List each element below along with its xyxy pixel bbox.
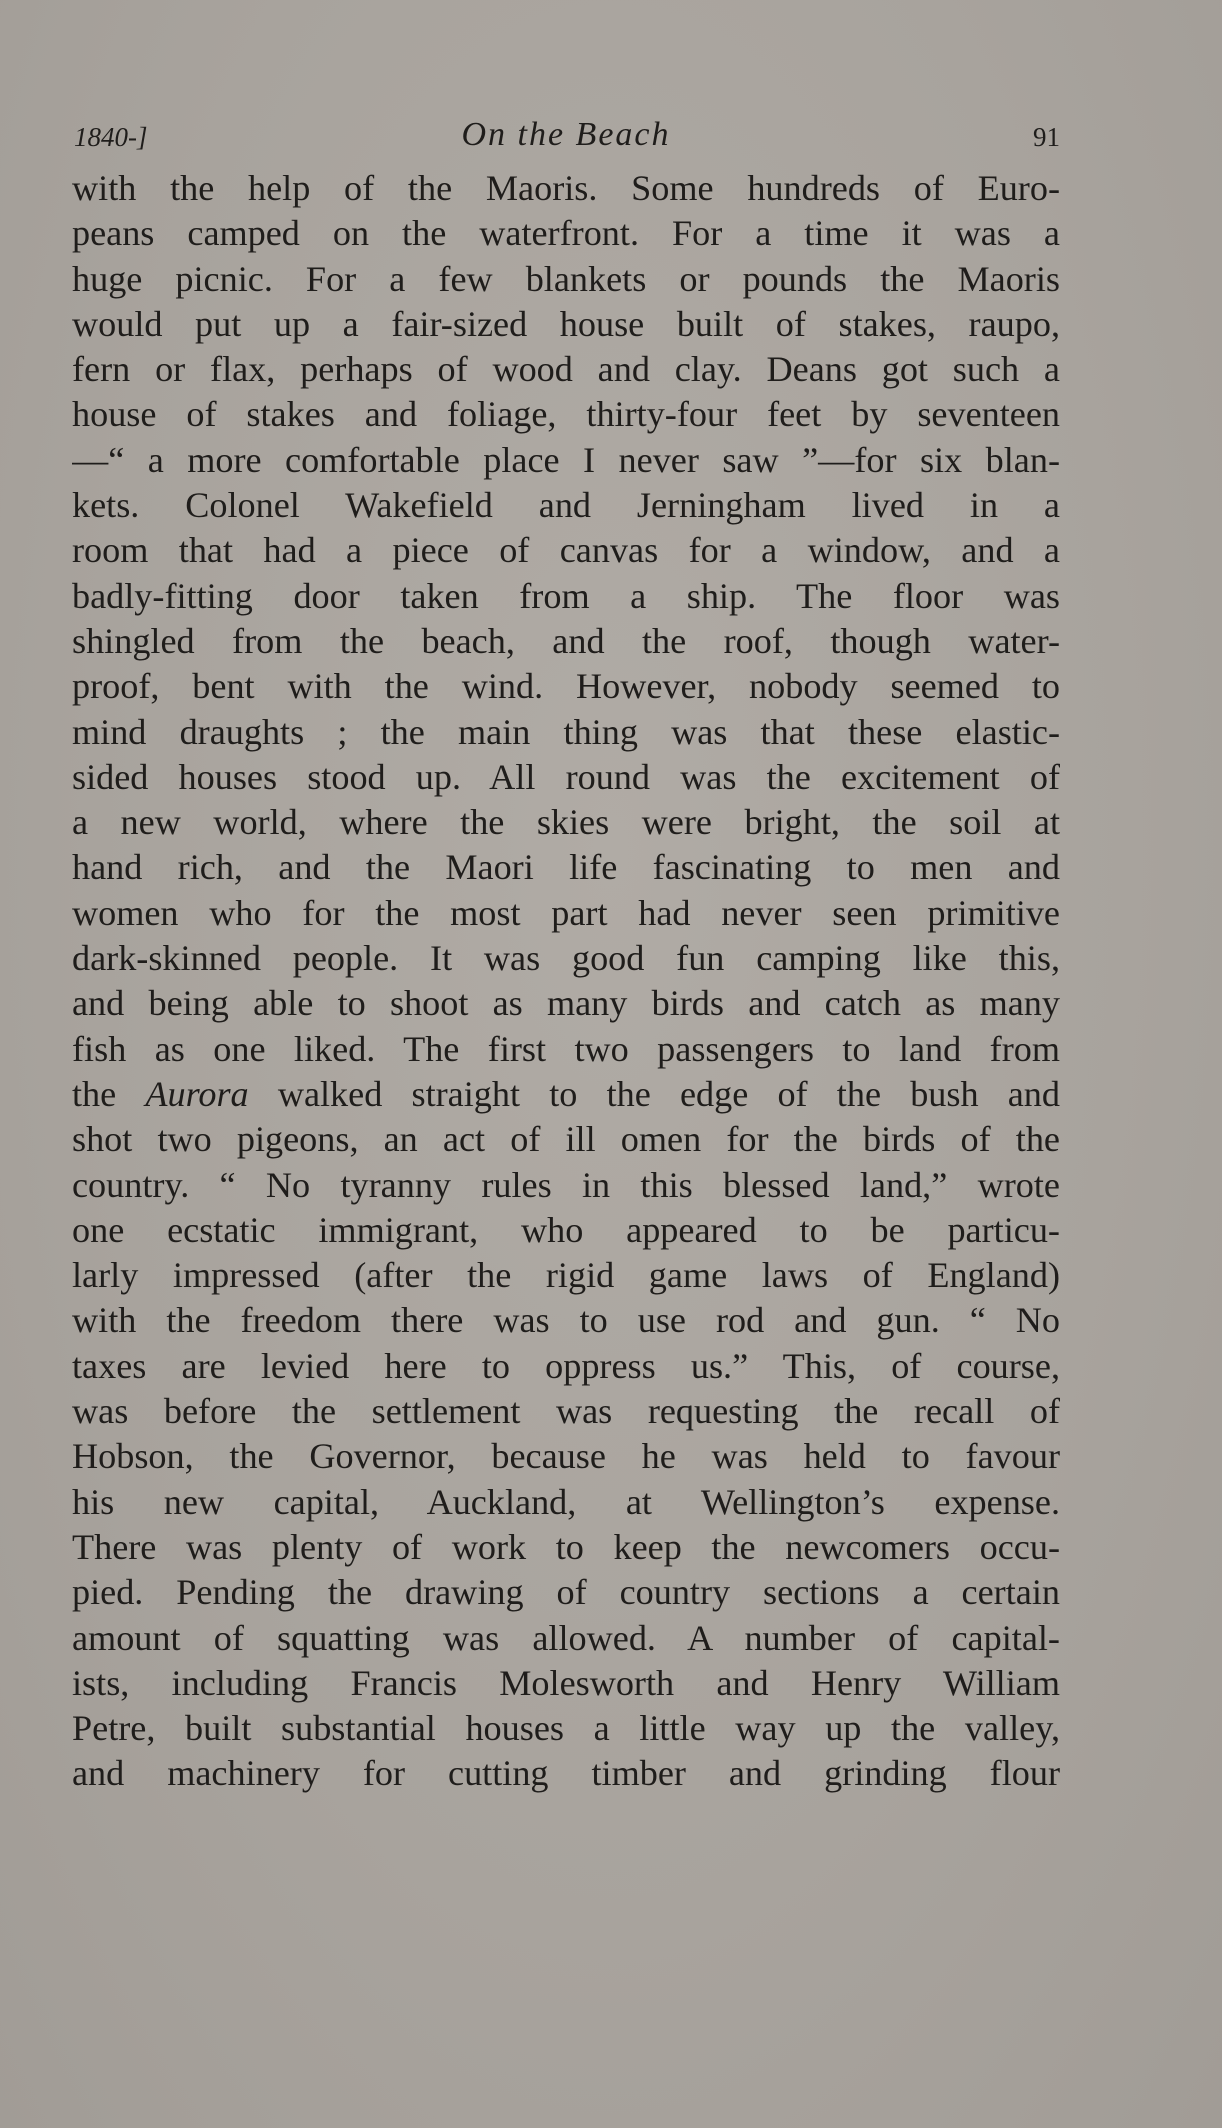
text-line: was before the settlement was requesting the recall of bbox=[72, 1391, 1060, 1432]
text-line: with the help of the Maoris. Some hundreds of Euro- bbox=[72, 168, 1060, 208]
text-line: and machinery for cutting timber and grinding flour bbox=[72, 1753, 1060, 1794]
line-segment: walked straight to the edge of the bush and bbox=[248, 1073, 1060, 1114]
text-line: country. “ No tyranny rules in this blessed land,” wrote bbox=[72, 1164, 1060, 1205]
text-line: shot two pigeons, an act of ill omen for the birds of the bbox=[72, 1119, 1060, 1160]
text-line: peans camped on the waterfront. For a time it was a bbox=[72, 213, 1060, 254]
ship-name-italic: Aurora bbox=[145, 1073, 249, 1114]
text-line: and being able to shoot as many birds and catch as many bbox=[72, 983, 1060, 1024]
text-line: sided houses stood up. All round was the excitement of bbox=[72, 756, 1060, 797]
text-line: would put up a fair-sized house built of stakes, raupo, bbox=[72, 303, 1060, 344]
text-line: taxes are levied here to oppress us.” This, of course, bbox=[72, 1345, 1060, 1386]
text-line: —“ a more comfortable place I never saw ”—for six blan- bbox=[72, 439, 1060, 480]
running-head-date: 1840-] bbox=[74, 122, 148, 152]
line-segment: the bbox=[72, 1073, 146, 1114]
text-line: Hobson, the Governor, because he was held to favour bbox=[72, 1436, 1060, 1477]
text-line: his new capital, Auckland, at Wellington’s expense. bbox=[72, 1481, 1060, 1522]
text-line: house of stakes and foliage, thirty-four feet by seventeen bbox=[72, 394, 1060, 435]
page-number: 91 bbox=[1033, 122, 1060, 152]
running-head bbox=[72, 110, 1060, 160]
text-line: Petre, built substantial houses a little way up the valley, bbox=[72, 1708, 1060, 1749]
text-line: women who for the most part had never seen primitive bbox=[72, 892, 1060, 933]
text-line: ists, including Francis Molesworth and Henry William bbox=[72, 1662, 1060, 1703]
text-line: badly-fitting door taken from a ship. The floor was bbox=[72, 575, 1060, 616]
text-line: fern or flax, perhaps of wood and clay. Deans got such a bbox=[72, 349, 1060, 390]
text-line: kets. Colonel Wakefield and Jerningham lived in a bbox=[72, 485, 1060, 526]
text-line: larly impressed (after the rigid game laws of England) bbox=[72, 1255, 1060, 1296]
text-line: shingled from the beach, and the roof, though water- bbox=[72, 620, 1060, 661]
text-line: with the freedom there was to use rod and gun. “ No bbox=[72, 1300, 1060, 1341]
text-line: huge picnic. For a few blankets or pounds the Maoris bbox=[72, 258, 1060, 299]
text-line: pied. Pending the drawing of country sections a certain bbox=[72, 1572, 1060, 1613]
running-head-title: On the Beach bbox=[461, 116, 671, 153]
text-line: amount of squatting was allowed. A number of capital- bbox=[72, 1617, 1060, 1658]
text-line: room that had a piece of canvas for a window, and a bbox=[72, 530, 1060, 571]
text-line: a new world, where the skies were bright, the soil at bbox=[72, 802, 1060, 843]
text-line-with-italic bbox=[72, 1072, 1060, 1117]
text-line: There was plenty of work to keep the newcomers occu- bbox=[72, 1526, 1060, 1567]
text-line: one ecstatic immigrant, who appeared to be particu- bbox=[72, 1209, 1060, 1250]
book-page bbox=[72, 110, 1060, 1797]
body-text bbox=[72, 166, 1060, 1797]
text-line: mind draughts ; the main thing was that these elastic- bbox=[72, 711, 1060, 752]
text-line: dark-skinned people. It was good fun camping like this, bbox=[72, 938, 1060, 979]
text-line: hand rich, and the Maori life fascinating to men and bbox=[72, 847, 1060, 888]
text-line: fish as one liked. The first two passengers to land from bbox=[72, 1028, 1060, 1069]
text-line: proof, bent with the wind. However, nobody seemed to bbox=[72, 666, 1060, 707]
